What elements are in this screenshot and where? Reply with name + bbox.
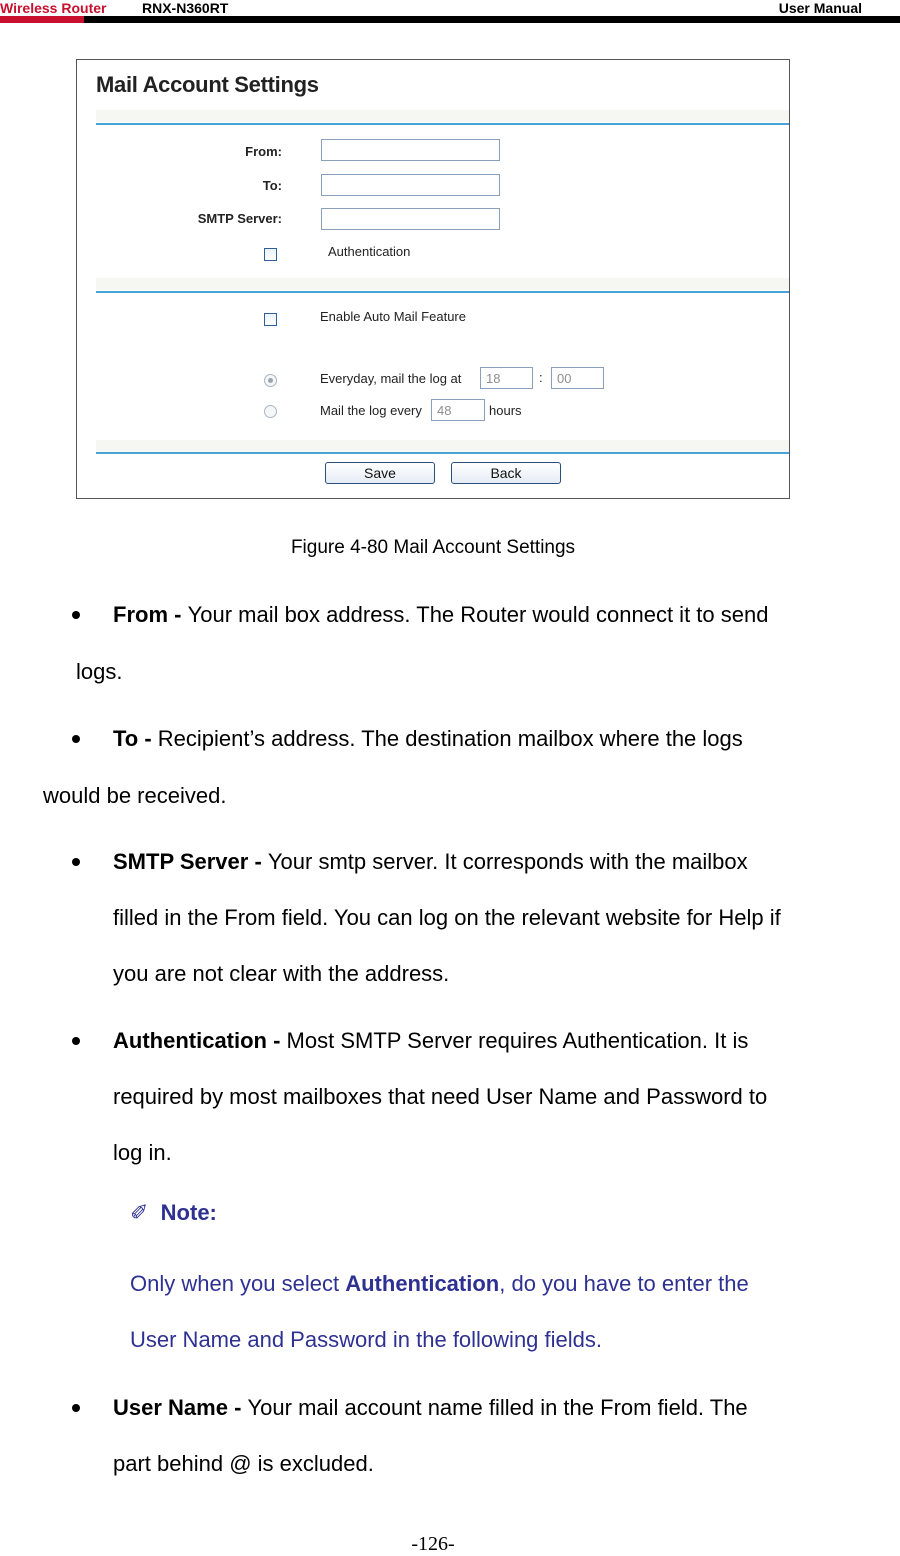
user-name-term: User Name -: [113, 1395, 248, 1420]
separator: [96, 291, 789, 293]
smtp-server-input[interactable]: [321, 208, 500, 230]
from-term: From -: [113, 602, 188, 627]
header-accent-bar: [0, 16, 84, 23]
auto-mail-label: Enable Auto Mail Feature: [320, 309, 466, 324]
header-model: RNX-N360RT: [142, 0, 229, 16]
interval-label: Mail the log every: [320, 403, 422, 418]
auto-mail-checkbox[interactable]: [264, 313, 277, 326]
note-title: Note:: [160, 1200, 217, 1225]
header-rule: [84, 16, 900, 23]
page-header: [0, 0, 900, 24]
note-heading: [130, 1199, 217, 1226]
separator: [96, 452, 789, 454]
save-button[interactable]: Save: [325, 462, 435, 484]
auth-term: Authentication -: [113, 1028, 287, 1053]
smtp-server-label: SMTP Server:: [197, 211, 282, 226]
from-input[interactable]: [321, 139, 500, 161]
note-text: Only when you select Authentication, do you have to enter the: [130, 1271, 749, 1296]
user-name-text-cont: part behind @ is excluded.: [113, 1451, 374, 1476]
minute-input[interactable]: 00: [551, 367, 604, 389]
to-input[interactable]: [321, 174, 500, 196]
figure-caption: Figure 4-80 Mail Account Settings: [290, 537, 576, 558]
to-label: To:: [262, 178, 282, 193]
hours-label: hours: [489, 403, 522, 418]
smtp-term: SMTP Server -: [113, 849, 268, 874]
band: [96, 440, 789, 452]
from-text: Your mail box address. The Router would connect it to send: [187, 602, 769, 627]
authentication-checkbox[interactable]: [264, 248, 277, 261]
to-text-cont: would be received.: [43, 783, 227, 808]
interval-hours-input[interactable]: 48: [431, 399, 485, 421]
bullet-icon: [72, 858, 80, 866]
everyday-label: Everyday, mail the log at: [320, 371, 462, 386]
user-name-paragraph: [113, 1394, 748, 1421]
auth-text-cont: required by most mailboxes that need User Name and Password to: [113, 1084, 768, 1109]
to-paragraph: [113, 725, 743, 752]
smtp-text-cont: filled in the From field. You can log on the relevant website for Help if: [113, 905, 781, 930]
from-label: From:: [245, 144, 282, 159]
from-text-cont: logs.: [76, 659, 123, 684]
pointing-hand-icon: ✐: [130, 1200, 149, 1225]
back-button[interactable]: Back: [451, 462, 561, 484]
header-product: Wireless Router: [0, 0, 107, 16]
smtp-text-cont: you are not clear with the address.: [113, 961, 450, 986]
time-separator: :: [539, 370, 543, 385]
everyday-radio[interactable]: [264, 374, 277, 387]
auth-paragraph: [113, 1027, 748, 1054]
interval-radio[interactable]: [264, 405, 277, 418]
bullet-icon: [72, 1404, 80, 1412]
smtp-text: Your smtp server. It corresponds with the mailbox: [267, 849, 748, 874]
authentication-label: Authentication: [328, 244, 411, 259]
from-paragraph: [113, 601, 768, 628]
header-manual: User Manual: [778, 0, 862, 16]
bullet-icon: [72, 1037, 80, 1045]
band: [96, 278, 789, 290]
panel-title: Mail Account Settings: [96, 72, 319, 97]
auth-text: Most SMTP Server requires Authentication. It is: [286, 1028, 749, 1053]
bullet-icon: [72, 735, 80, 743]
smtp-paragraph: [113, 848, 748, 875]
bullet-icon: [72, 611, 80, 619]
to-term: To -: [113, 726, 158, 751]
hour-input[interactable]: 18: [480, 367, 533, 389]
mail-settings-panel: [76, 59, 790, 499]
auth-text-cont: log in.: [113, 1140, 172, 1165]
band: [96, 110, 789, 122]
user-name-text: Your mail account name filled in the From field. The: [247, 1395, 748, 1420]
separator: [96, 123, 789, 125]
note-text-cont: User Name and Password in the following fields.: [130, 1327, 603, 1352]
to-text: Recipient’s address. The destination mailbox where the logs: [157, 726, 743, 751]
page-number: -126-: [411, 1533, 455, 1555]
